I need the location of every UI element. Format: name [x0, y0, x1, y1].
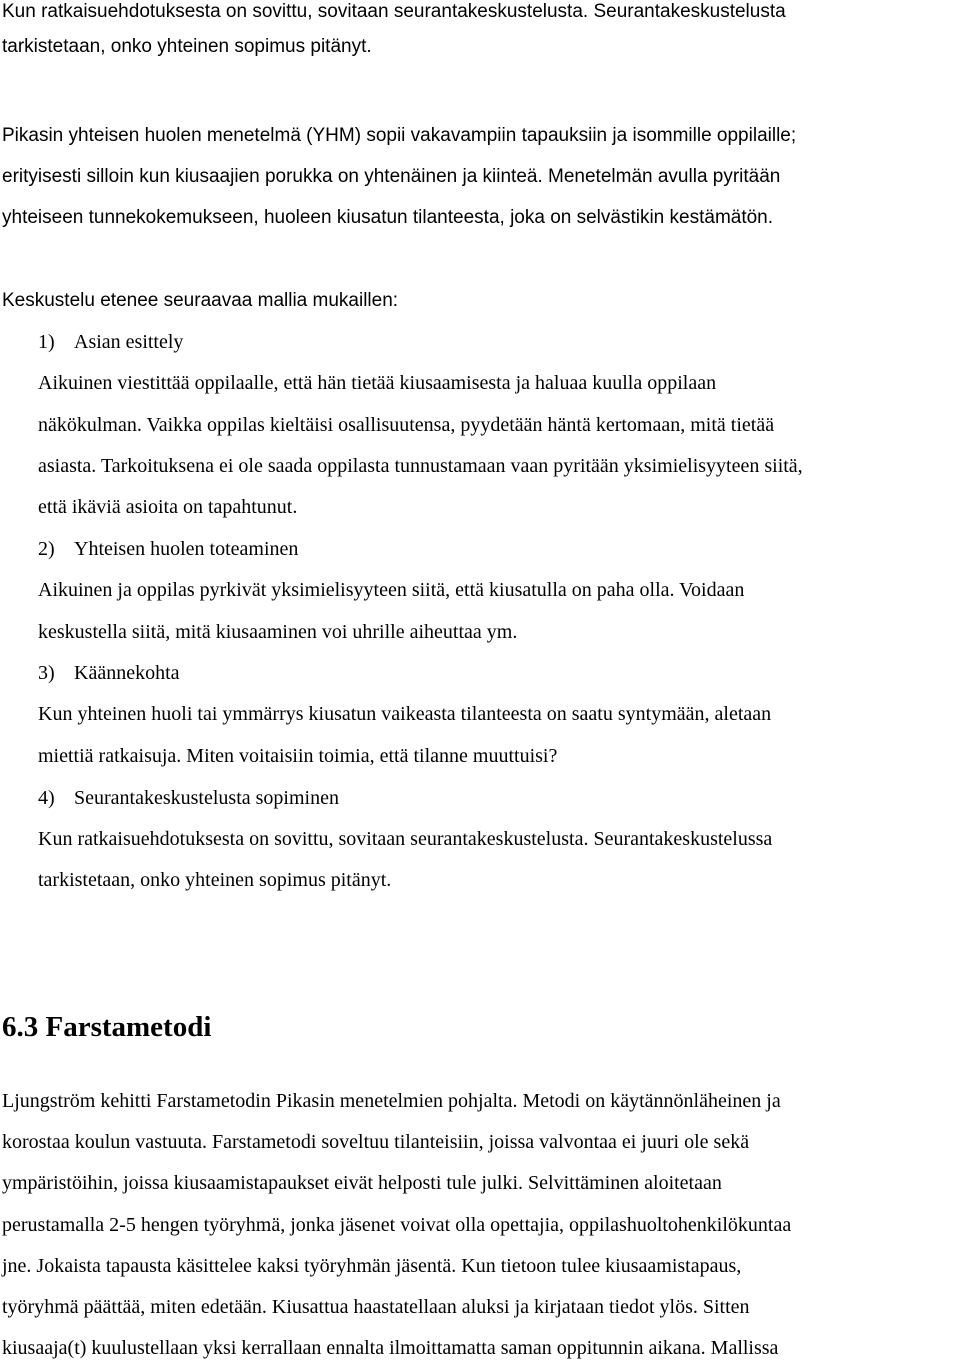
step-number: 4): [38, 787, 55, 809]
step-number: 3): [38, 662, 55, 684]
step-heading: [38, 786, 339, 810]
section-line: kiusaaja(t) kuulustellaan yksi kerrallaan ennalta ilmoittamatta saman oppitunnin aikana. Mallissa: [2, 1337, 779, 1359]
step-text: näkökulman. Vaikka oppilas kieltäisi osallisuutensa, pyydetään häntä kertomaan, mitä tietää: [38, 414, 775, 436]
step-heading: [38, 537, 298, 561]
section-line: korostaa koulun vastuuta. Farstametodi soveltuu tilanteisiin, joissa valvontaa ei juuri ole sekä: [2, 1131, 750, 1153]
step-heading: [38, 661, 180, 685]
step-number: 2): [38, 538, 55, 560]
step-heading: [38, 330, 183, 354]
pikas-line: yhteiseen tunnekokemukseen, huoleen kiusatun tilanteesta, joka on selvästikin kestämätön.: [2, 207, 774, 228]
section-line: työryhmä päättää, miten edetään. Kiusattua haastatellaan aluksi ja kirjataan tiedot ylös. Sitten: [2, 1296, 750, 1318]
intro-line: tarkistetaan, onko yhteinen sopimus pitänyt.: [2, 36, 372, 57]
section-line: ympäristöihin, joissa kiusaamistapaukset eivät helposti tule julki. Selvittäminen aloitetaan: [2, 1172, 722, 1194]
step-title: Seurantakeskustelusta sopiminen: [74, 787, 339, 809]
section-heading: 6.3 Farstametodi: [2, 1011, 212, 1043]
pikas-line: Pikasin yhteisen huolen menetelmä (YHM) sopii vakavampiin tapauksiin ja isommille oppilaille;: [2, 125, 797, 146]
section-line: jne. Jokaista tapausta käsittelee kaksi työryhmän jäsentä. Kun tietoon tulee kiusaamistapaus,: [2, 1255, 742, 1277]
step-text: miettiä ratkaisuja. Miten voitaisiin toimia, että tilanne muuttuisi?: [38, 745, 558, 767]
step-text: Kun ratkaisuehdotuksesta on sovittu, sovitaan seurantakeskustelusta. Seurantakeskustelussa: [38, 828, 773, 850]
step-text: että ikäviä asioita on tapahtunut.: [38, 496, 298, 518]
intro-line: Kun ratkaisuehdotuksesta on sovittu, sovitaan seurantakeskustelusta. Seurantakeskustelusta: [2, 1, 786, 22]
step-title: Yhteisen huolen toteaminen: [74, 538, 299, 560]
step-text: asiasta. Tarkoituksena ei ole saada oppilasta tunnustamaan vaan pyritään yksimielisyyteen siitä,: [38, 455, 803, 477]
step-title: Asian esittely: [74, 331, 184, 353]
step-number: 1): [38, 331, 55, 353]
step-text: Aikuinen ja oppilas pyrkivät yksimielisyyteen siitä, että kiusatulla on paha olla. Voidaan: [38, 579, 745, 601]
section-line: Ljungström kehitti Farstametodin Pikasin menetelmien pohjalta. Metodi on käytännönläheinen ja: [2, 1090, 781, 1112]
step-text: Aikuinen viestittää oppilaalle, että hän tietää kiusaamisesta ja haluaa kuulla oppilaan: [38, 372, 717, 394]
discussion-intro: Keskustelu etenee seuraavaa mallia mukaillen:: [2, 290, 399, 311]
step-text: tarkistetaan, onko yhteinen sopimus pitänyt.: [38, 869, 392, 891]
step-text: keskustella siitä, mitä kiusaaminen voi uhrille aiheuttaa ym.: [38, 621, 518, 643]
section-line: perustamalla 2-5 hengen työryhmä, jonka jäsenet voivat olla opettajia, oppilashuoltohenkilökuntaa: [2, 1214, 792, 1236]
step-title: Käännekohta: [74, 662, 180, 684]
pikas-line: erityisesti silloin kun kiusaajien porukka on yhtenäinen ja kiinteä. Menetelmän avulla pyritään: [2, 166, 781, 187]
step-text: Kun yhteinen huoli tai ymmärrys kiusatun vaikeasta tilanteesta on saatu syntymään, aletaan: [38, 703, 772, 725]
